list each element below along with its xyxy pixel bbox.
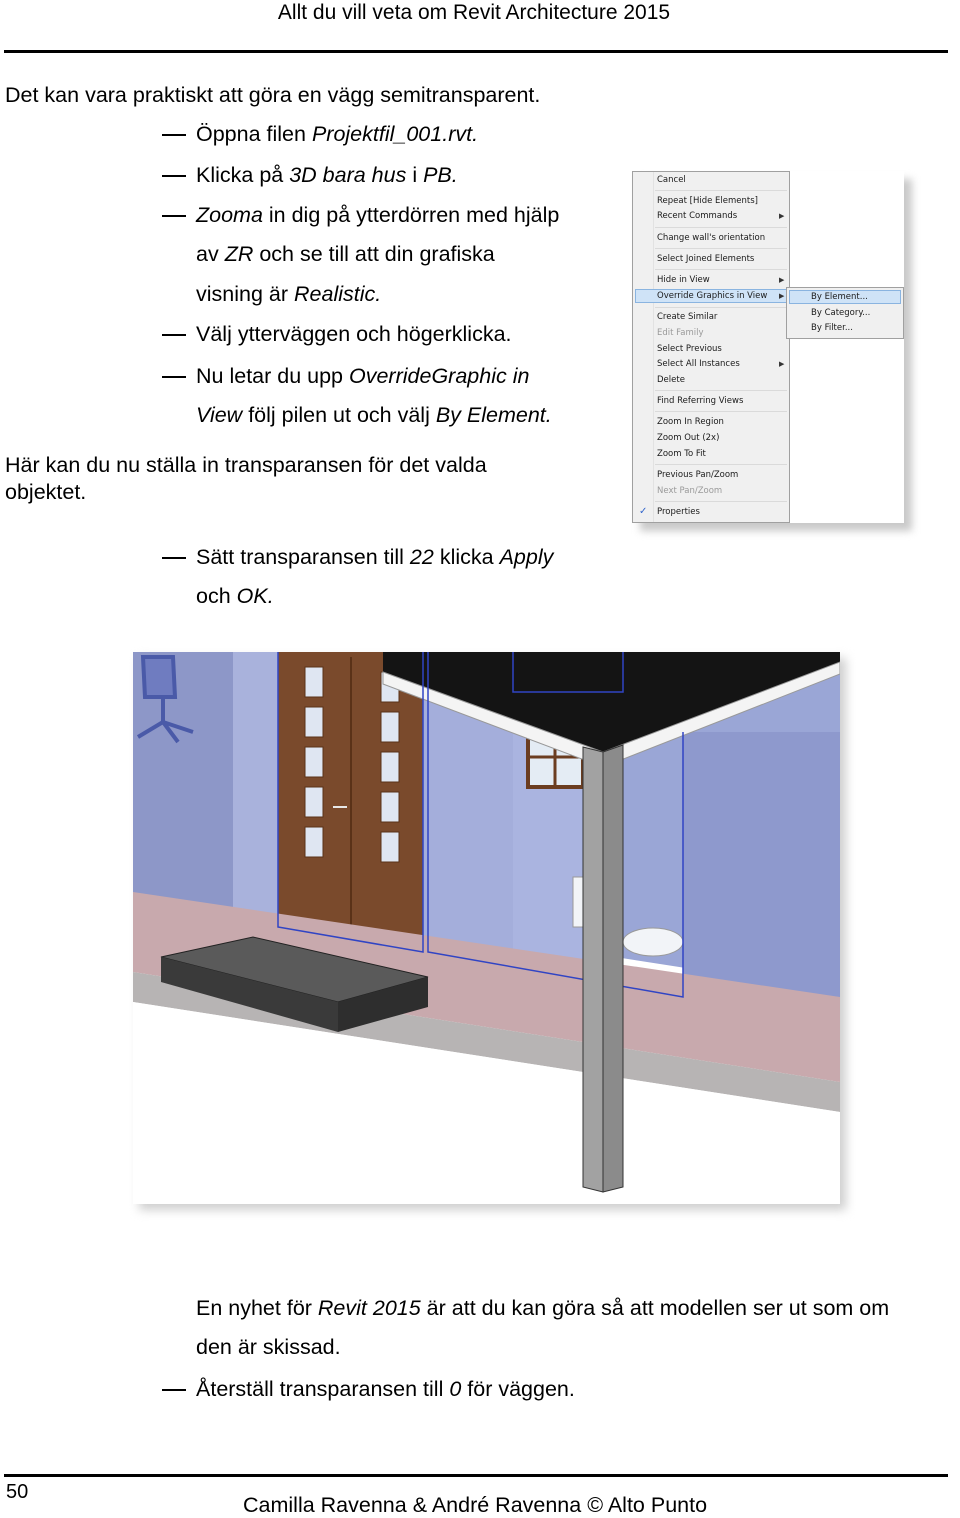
menu-item-next-pan-zoom: Next Pan/Zoom [657, 486, 723, 496]
header-rule [4, 50, 948, 53]
menu-item-recent-commands[interactable]: Recent Commands [657, 211, 738, 221]
menu-item-properties[interactable]: Properties [657, 507, 700, 517]
menu-item-previous-pan-zoom[interactable]: Previous Pan/Zoom [657, 470, 739, 480]
header-title: Allt du vill veta om Revit Architecture 2015 [277, 1, 671, 24]
note-l1: En nyhet för Revit 2015 är att du kan göra så att modellen ser ut som om [196, 1296, 890, 1320]
menu-item-cancel[interactable]: Cancel [657, 175, 686, 185]
override-submenu [786, 287, 904, 339]
step-zoom-l3: visning är Realistic. [196, 282, 382, 306]
model-3d-screenshot [133, 652, 840, 1204]
bullet-dash [162, 215, 186, 217]
check-icon: ✓ [639, 506, 648, 517]
step-override-l2: View följ pilen ut och välj By Element. [196, 403, 552, 427]
footer-rule [4, 1474, 948, 1477]
step-reset-transparency: Återställ transparansen till 0 för väggen. [196, 1377, 575, 1401]
transparency-text-l1: Här kan du nu ställa in transparansen för det valda [5, 453, 487, 477]
bullet-dash [162, 376, 186, 378]
step-set-transparency-l2: och OK. [196, 584, 274, 608]
bullet-dash [162, 334, 186, 336]
submenu-item-by-element[interactable]: By Element... [811, 292, 868, 302]
submenu-arrow-icon: ▶ [779, 213, 785, 220]
menu-item-select-previous[interactable]: Select Previous [657, 344, 722, 354]
context-menu [632, 171, 790, 523]
menu-item-zoom-in-region[interactable]: Zoom In Region [657, 417, 724, 427]
step-zoom-l1: Zooma in dig på ytterdörren med hjälp [196, 203, 560, 227]
step-zoom-l2: av ZR och se till att din grafiska [196, 242, 495, 266]
intro-text: Det kan vara praktiskt att göra en vägg semitransparent. [5, 83, 541, 107]
step-click-3d: Klicka på 3D bara hus i PB. [196, 163, 458, 187]
menu-item-delete[interactable]: Delete [657, 375, 685, 385]
submenu-item-by-filter[interactable]: By Filter... [811, 323, 853, 333]
bullet-dash [162, 134, 186, 136]
transparency-text-l2: objektet. [5, 480, 87, 504]
step-set-transparency-l1: Sätt transparansen till 22 klicka Apply [196, 545, 554, 569]
menu-item-select-joined[interactable]: Select Joined Elements [657, 254, 755, 264]
page-number: 50 [6, 1481, 29, 1503]
submenu-arrow-icon: ▶ [779, 277, 785, 284]
menu-item-zoom-to-fit[interactable]: Zoom To Fit [657, 449, 706, 459]
model-3d-view [133, 652, 840, 1204]
bullet-dash [162, 1389, 186, 1391]
submenu-arrow-icon: ▶ [779, 293, 785, 300]
note-l2: den är skissad. [196, 1335, 341, 1359]
submenu-arrow-icon: ▶ [779, 361, 785, 368]
step-override-l1: Nu letar du upp OverrideGraphic in [196, 364, 530, 388]
menu-item-repeat[interactable]: Repeat [Hide Elements] [657, 196, 758, 206]
bullet-dash [162, 557, 186, 559]
menu-item-edit-family: Edit Family [657, 328, 704, 338]
menu-item-find-referring-views[interactable]: Find Referring Views [657, 396, 744, 406]
menu-item-select-all-instances[interactable]: Select All Instances [657, 359, 740, 369]
footer-text: Camilla Ravenna & André Ravenna © Alto Punto [243, 1493, 708, 1517]
menu-item-zoom-out[interactable]: Zoom Out (2x) [657, 433, 720, 443]
context-menu-screenshot [632, 171, 904, 523]
menu-item-create-similar[interactable]: Create Similar [657, 312, 718, 322]
bullet-dash [162, 175, 186, 177]
submenu-item-by-category[interactable]: By Category... [811, 308, 871, 318]
step-open-file: Öppna filen Projektfil_001.rvt. [196, 122, 479, 146]
menu-item-hide-in-view[interactable]: Hide in View [657, 275, 710, 285]
menu-item-override-graphics[interactable]: Override Graphics in View [657, 291, 768, 301]
step-select-wall: Välj ytterväggen och högerklicka. [196, 322, 512, 346]
menu-item-change-orientation[interactable]: Change wall's orientation [657, 233, 766, 243]
